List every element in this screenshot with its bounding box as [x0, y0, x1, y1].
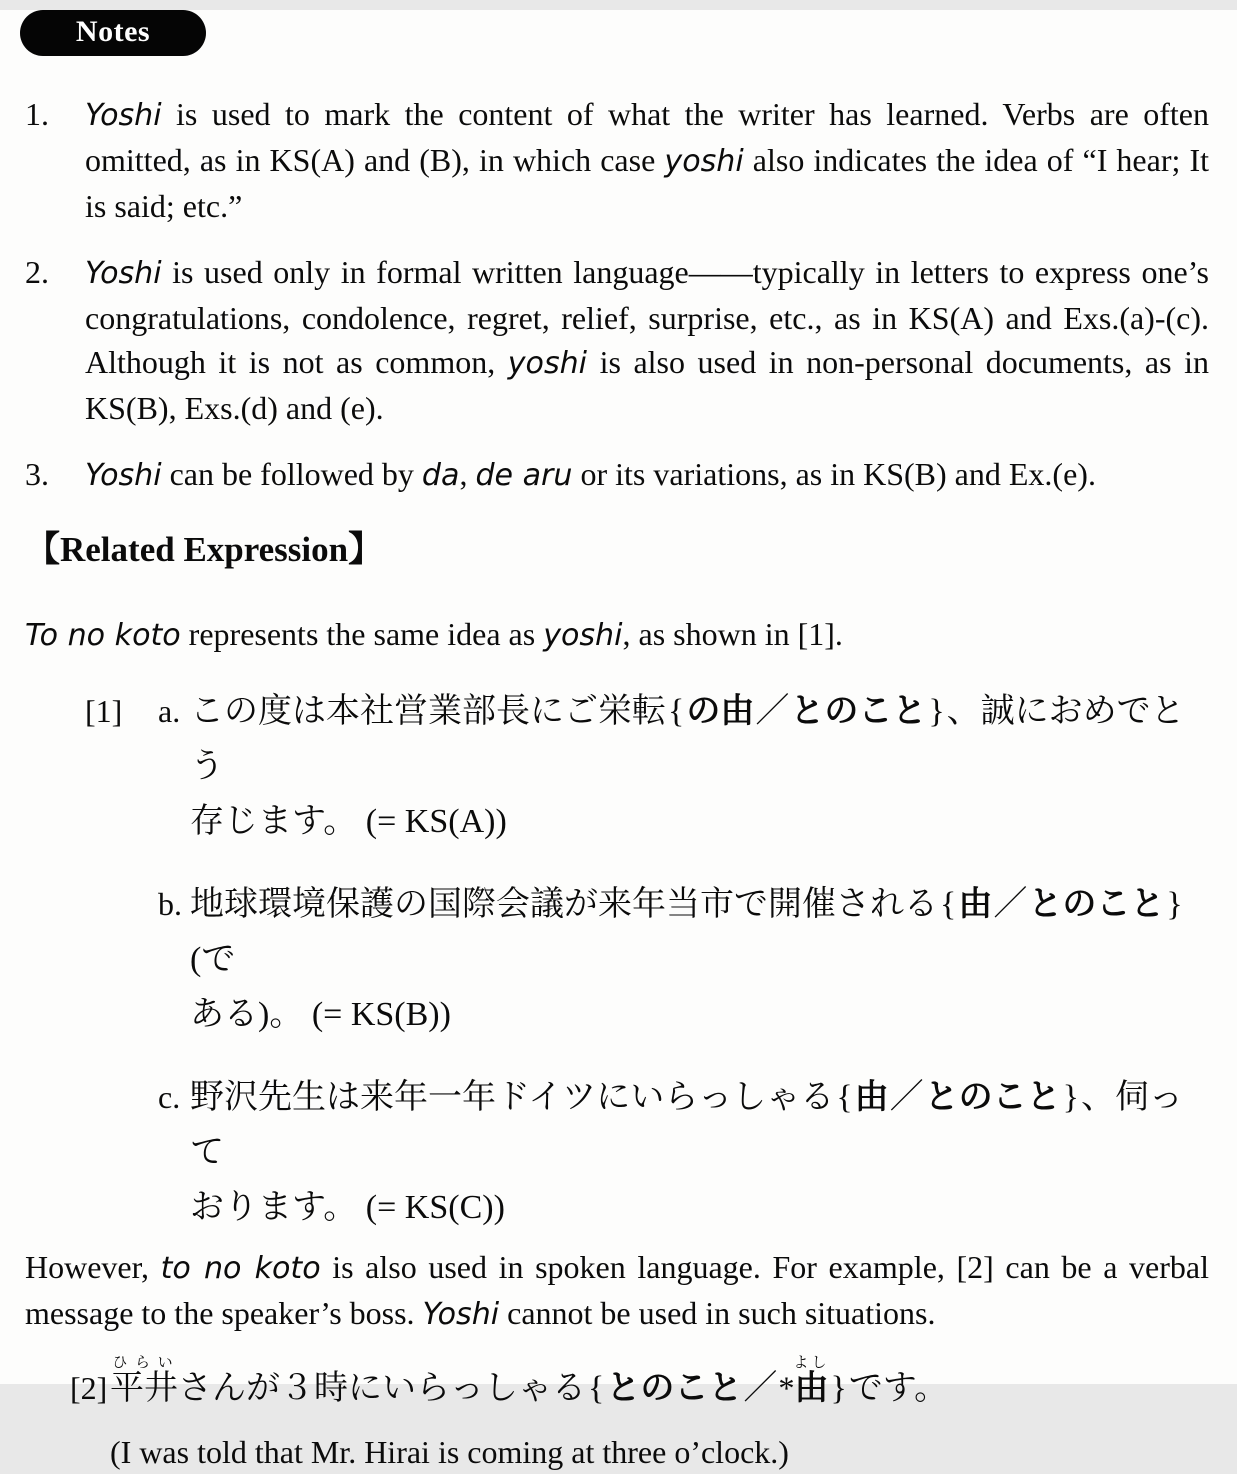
japanese-sentence-line: 存じます。 (= KS(A)): [190, 803, 507, 840]
note-text: Yoshi can be followed by da, de aru or its variations, as in KS(B) and Ex.(e).: [85, 456, 1096, 493]
example-1-items: [158, 684, 1209, 1235]
note-text: Yoshi is used to mark the content of what the writer has learned. Verbs are often omitted, as in KS(A) and (B), in which case yoshi also indicates the idea of “I hear; It is said; etc.”: [85, 96, 1210, 224]
notes-badge-label: Notes: [75, 14, 151, 48]
note-item-1: [25, 92, 1209, 228]
note-number: 1.: [25, 96, 49, 132]
dictionary-page: [0, 10, 1237, 1470]
japanese-sentence-line: ある)。 (= KS(B)): [190, 996, 451, 1033]
notes-badge: [20, 10, 206, 56]
japanese-sentence-line: 地球環境保護の国際会議が来年当市で開催される{由／とのこと}(で: [190, 884, 1183, 978]
note-number: 2.: [25, 254, 49, 290]
example-1-marker: [1]: [85, 693, 123, 729]
example-letter: c.: [158, 1079, 181, 1115]
example-item-c: [158, 1070, 1209, 1235]
note-number: 3.: [25, 456, 49, 492]
example-letter: b.: [158, 886, 182, 922]
japanese-sentence-line: 野沢先生は来年一年ドイツにいらっしゃる{由／とのこと}、伺って: [190, 1077, 1183, 1171]
japanese-sentence-line: この度は本社営業部長にご栄転{の由／とのこと}、誠におめでとう: [190, 691, 1185, 785]
however-paragraph: However, to no koto is also used in spoken language. For example, [2] can be a verbal message to the speaker’s boss. Yoshi cannot be used in such situations.: [25, 1249, 1209, 1332]
example-item-a: [158, 684, 1209, 849]
english-translation-line: (I was told that Mr. Hirai is coming at three o’clock.): [110, 1434, 789, 1470]
japanese-sentence-line: おります。 (= KS(C)): [190, 1189, 505, 1226]
note-text: Yoshi is used only in formal written language——typically in letters to express one’s congratulations, condolence, regret, relief, surprise, etc., as in KS(A) and Exs.(a)-(c). Although it is not as common, yoshi is also used in non-personal documents, as in KS(B), Exs.(d) and (e).: [85, 254, 1210, 426]
note-item-3: [25, 452, 1209, 498]
related-expression-heading: 【Related Expression】: [25, 530, 384, 569]
japanese-sentence-line: 平井ひらいさんが３時にいらっしゃる{とのこと／*由よし}です。: [110, 1355, 949, 1408]
note-item-2: [25, 250, 1209, 430]
example-block-2: [70, 1353, 1209, 1474]
example-letter: a.: [158, 693, 181, 729]
example-2-marker: [2]: [70, 1370, 108, 1406]
example-item-b: [158, 877, 1209, 1042]
example-block-1: [85, 684, 1209, 1235]
related-expression-intro: To no koto represents the same idea as yoshi, as shown in [1].: [25, 616, 843, 653]
